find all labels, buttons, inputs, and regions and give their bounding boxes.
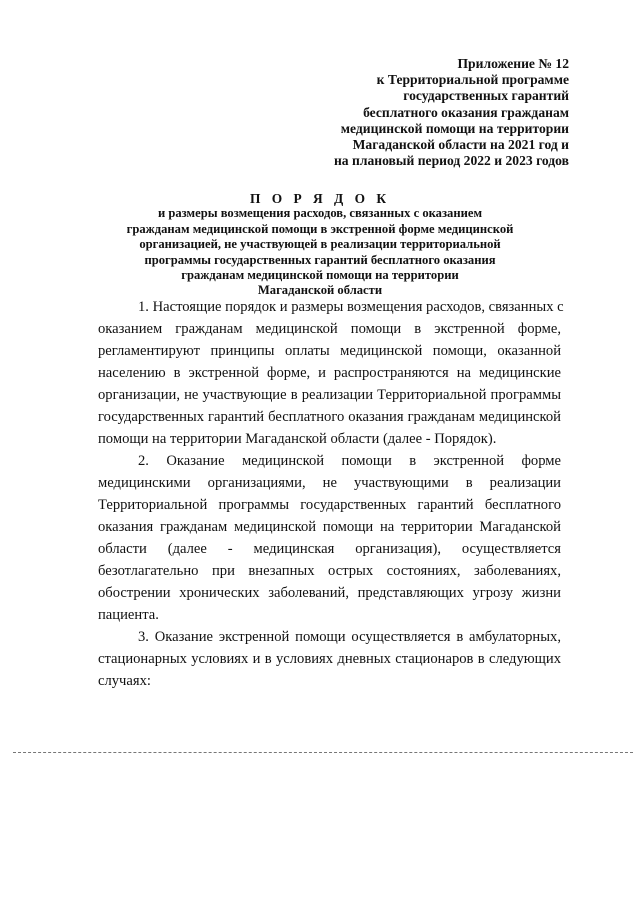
paragraph-line: обострении хронических заболеваний, представляющих угрозу жизни [98, 585, 561, 601]
page-break-rule [13, 752, 633, 753]
annex-line: Магаданской области на 2021 год и [352, 137, 569, 153]
annex-line: на плановый период 2022 и 2023 годов [333, 153, 569, 169]
paragraph-3 [98, 626, 561, 692]
title-line: гражданам медицинской помощи на территории [181, 268, 459, 283]
title-line: гражданам медицинской помощи в экстренной форме медицинской [126, 221, 514, 236]
paragraph-2 [98, 450, 561, 626]
paragraph-1 [98, 296, 564, 450]
paragraph-line: стационарных условиях и в условиях дневных стационаров в следующих [98, 651, 561, 667]
paragraph-line: области (далее - медицинская организация), осуществляется [98, 541, 561, 557]
paragraph-line: 1. Настоящие порядок и размеры возмещения расходов, связанных с [138, 299, 564, 315]
annex-line: Приложение № 12 [457, 56, 569, 71]
annex-line: бесплатного оказания гражданам [363, 104, 569, 120]
paragraph-line: регламентируют принципы оплаты медицинской помощи, оказанной [98, 343, 561, 359]
annex-line: к Территориальной программе [376, 72, 569, 88]
paragraph-line: помощи на территории Магаданской области (далее - Порядок). [98, 431, 497, 447]
paragraph-line: 3. Оказание экстренной помощи осуществляется в амбулаторных, [138, 629, 561, 645]
title-heading: П О Р Я Д О К [249, 191, 391, 206]
paragraph-line: организации, не участвующие в реализации Территориальной программы [98, 387, 561, 403]
annex-line: государственных гарантий [403, 88, 569, 104]
paragraph-line: Территориальной программы государственных гарантий бесплатного [98, 497, 561, 513]
paragraph-line: пациента. [98, 607, 159, 623]
title-line: и размеры возмещения расходов, связанных с оказанием [157, 206, 483, 221]
paragraph-line: оказанием гражданам медицинской помощи в экстренной форме, [98, 321, 561, 337]
annex-line: медицинской помощи на территории [340, 120, 569, 136]
title-line: Магаданской области [257, 283, 383, 298]
document-body [98, 296, 564, 692]
paragraph-line: 2. Оказание медицинской помощи в экстренной форме [138, 453, 561, 469]
title-line: программы государственных гарантий бесплатного оказания [144, 252, 496, 267]
title-line: организацией, не участвующей в реализации территориальной [139, 237, 501, 252]
paragraph-line: населению в экстренной форме, и распространяются на медицинские [98, 365, 561, 381]
paragraph-line: случаях: [98, 673, 151, 689]
paragraph-line: безотлагательно при внезапных острых состояниях, заболеваниях, [98, 563, 561, 579]
annex-header [334, 56, 569, 169]
document-title [120, 191, 520, 299]
paragraph-line: медицинскими организациями, не участвующими в реализации [98, 475, 561, 491]
paragraph-line: государственных гарантий бесплатного оказания гражданам медицинской [98, 409, 561, 425]
paragraph-line: оказания гражданам медицинской помощи на территории Магаданской [98, 519, 561, 535]
